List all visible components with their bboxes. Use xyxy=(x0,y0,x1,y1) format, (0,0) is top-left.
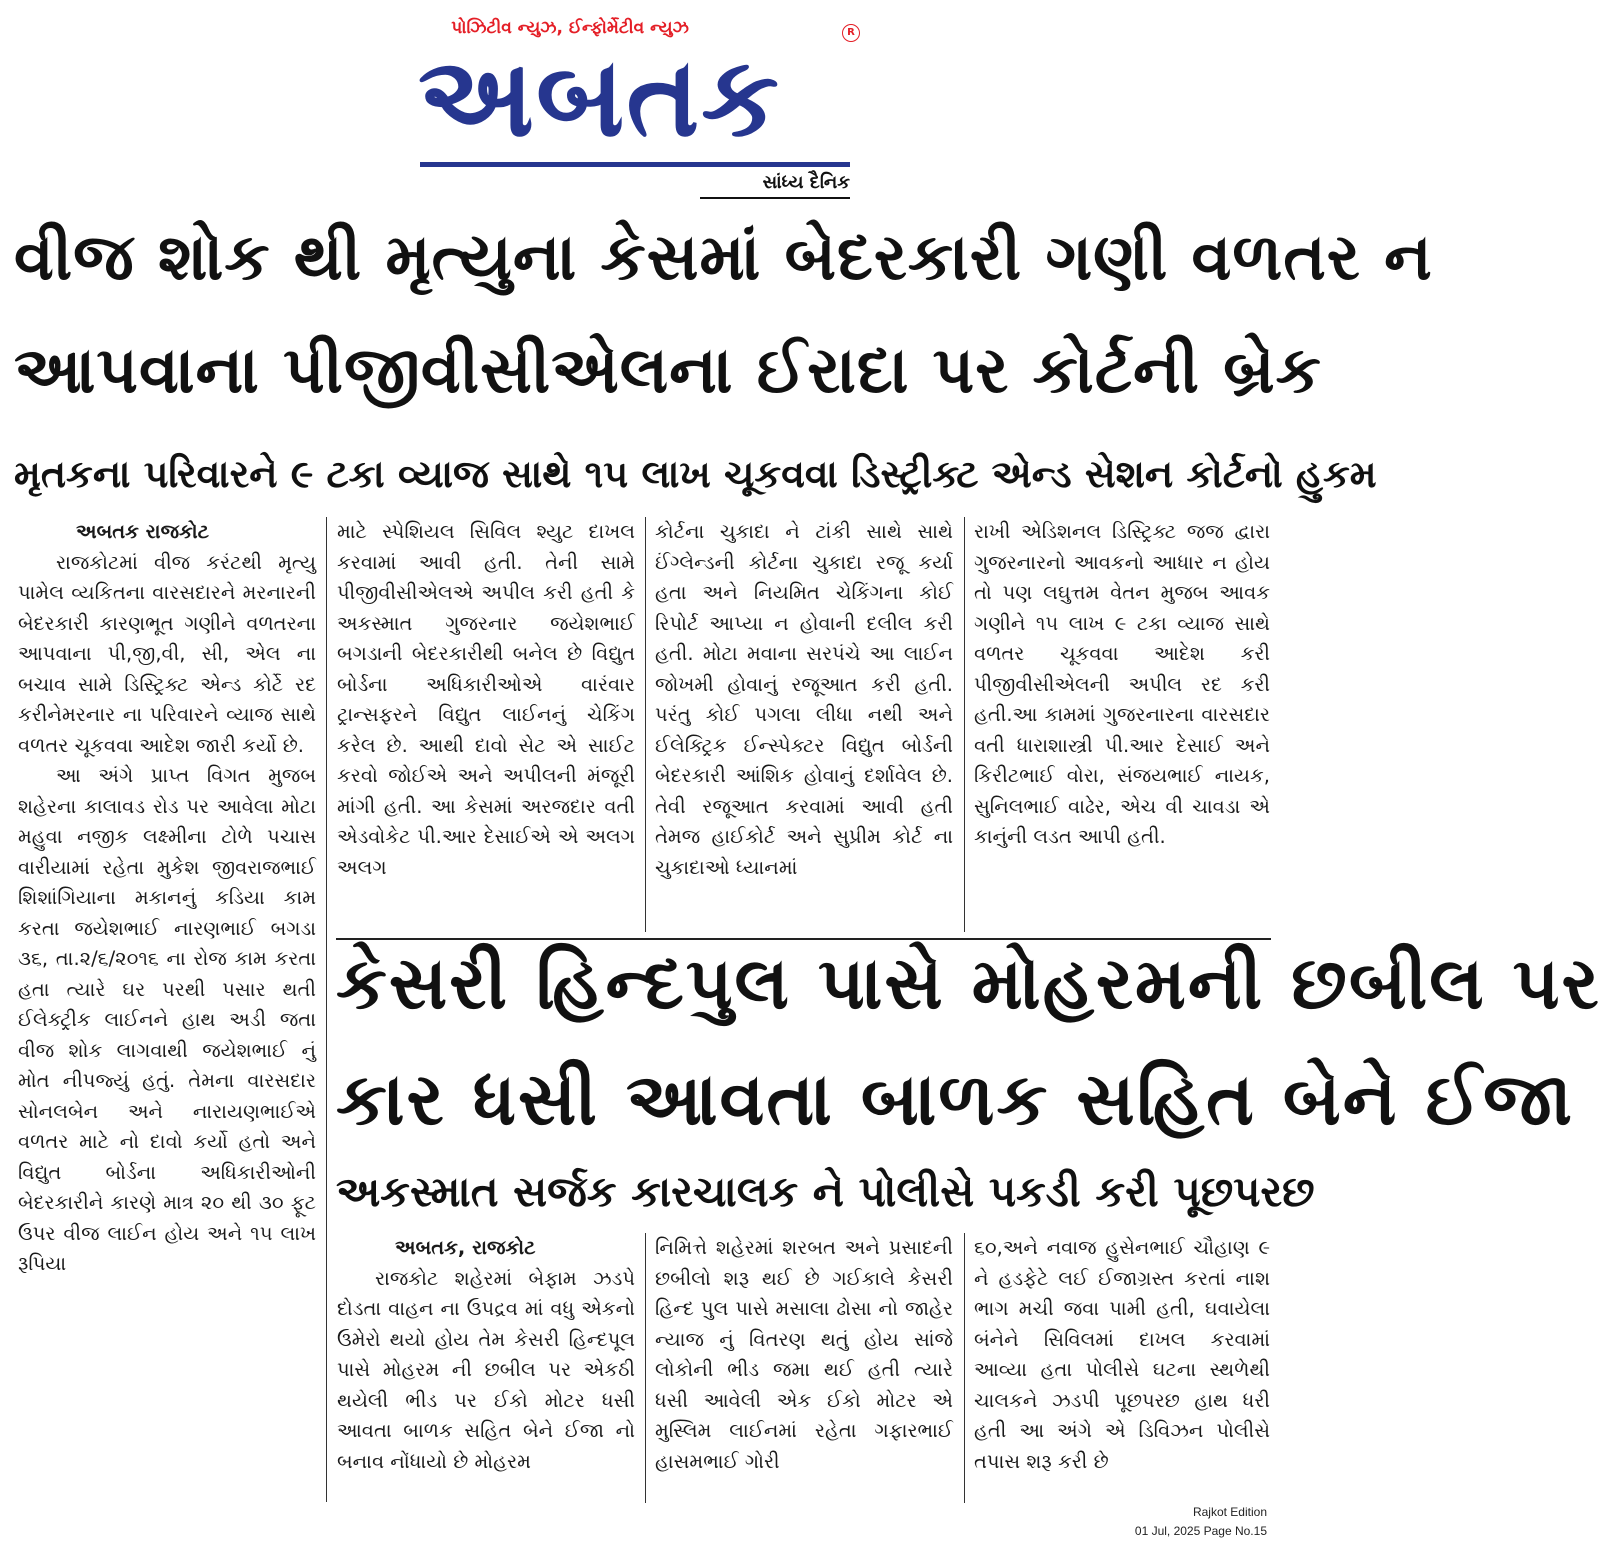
logo-underline xyxy=(420,162,850,167)
story-divider xyxy=(336,938,1271,940)
story1-column-4 xyxy=(974,517,1270,932)
story1-headline-line2: આપવાના પીજીવીસીએલના ઈરાદા પર કોર્ટની બ્રેક xyxy=(14,334,1322,408)
story1-paragraph: આ અંગે પ્રાપ્ત વિગત મુજબ શહેરના કાલાવડ રોડ પર આવેલા મોટા મહુવા નજીક લક્ષ્મીના ટોળે પચાસ વારીયામાં રહેતા મુકેશ જીવરાજભાઈ શિશાંગિયાના મકાનનું કડિયા કામ કરતા જયેશભાઈ નારણભાઈ બગડા ૩૬, તા.૨/૬/૨૦૧૬ ના રોજ કામ કરતા હતા ત્યારે ઘર પરથી પસાર થતી ઈલેક્ટ્રીક લાઈનને હાથ અડી જતા વીજ શોક લાગવાથી જયેશભાઈ નું મોત નીપજ્યું હતું. તેમના વારસદાર સોનલબેન અને નારાયણભાઈએ વળતર માટે નો દાવો કર્યો હતો અને વિદ્યુત બોર્ડના અધિકારીઓની બેદરકારીને કારણે માત્ર ૨૦ થી ૩૦ ફૂટ ઉપર વીજ લાઈન હોય અને ૧૫ લાખ રૂપિયા xyxy=(18,764,316,1275)
column-divider xyxy=(645,1233,646,1503)
registered-mark: R xyxy=(842,24,860,42)
story2-headline-line1: કેસરી હિન્દપુલ પાસે મોહરમની છબીલ પર xyxy=(336,941,1601,1025)
story1-headline-line1: વીજ શોક થી મૃત્યુના કેસમાં બેદરકારી ગણી વળતર ન xyxy=(14,221,1433,295)
story2-column-2 xyxy=(655,1233,953,1503)
masthead-tagline: પોઝિટીવ ન્યુઝ, ઈન્ફોર્મેટીવ ન્યુઝ xyxy=(451,18,689,38)
column-divider xyxy=(964,1233,965,1503)
edition-label: Rajkot Edition xyxy=(1192,1505,1267,1519)
story1-column-2 xyxy=(337,517,635,932)
story2-byline: અબતક, રાજકોટ xyxy=(395,1236,536,1259)
story2-subheadline: અકસ્માત સર્જક કારચાલક ને પોલીસે પકડી કરી પૂછપરછ xyxy=(336,1167,1315,1216)
newspaper-logo: અબતક xyxy=(418,33,781,161)
story2-headline-line2: કાર ધસી આવતા બાળક સહિત બેને ઈજા xyxy=(336,1057,1575,1141)
story1-column-3 xyxy=(655,517,953,932)
story2-paragraph: ૬૦,અને નવાજ હુસેનભાઈ ચૌહાણ ૯ ને હડફેટે લઈ ઈજાગ્રસ્ત કરતાં નાશ ભાગ મચી જવા પામી હતી, ઘવાયેલા બંનેને સિવિલમાં દાખલ કરવામાં આવ્યા હતા પોલીસે ઘટના સ્થળેથી ચાલકને ઝડપી પૂછપરછ હાથ ધરી હતી આ અંગે એ ડિવિઝન પોલીસે તપાસ શરૂ કરી છે xyxy=(974,1236,1270,1473)
page-footer xyxy=(1135,1503,1267,1541)
column-divider xyxy=(326,517,327,1502)
story1-byline: અબતક રાજકોટ xyxy=(76,520,210,543)
story1-paragraph: માટે સ્પેશિયલ સિવિલ શ્યુટ દાખલ કરવામાં આવી હતી. તેની સામે પીજીવીસીએલએ અપીલ કરી હતી કે અકસ્માત ગુજરનાર જયેશભાઈ બગડાની બેદરકારીથી બનેલ છે વિદ્યુત બોર્ડના અધિકારીઓએ વારંવાર ટ્રાન્સફરને વિદ્યુત લાઈનનું ચેકિંગ કરેલ છે. આથી દાવો સેટ એ સાઈટ કરવો જોઈએ અને અપીલની મંજૂરી માંગી હતી. આ કેસમાં અરજદાર વતી એડવોકેટ પી.આર દેસાઈએ એ અલગ અલગ xyxy=(337,520,635,879)
story2-paragraph: નિમિત્તે શહેરમાં શરબત અને પ્રસાદની છબીલો શરૂ થઈ છે ગઈકાલે કેસરી હિન્દ પુલ પાસે મસાલા ઢોસા નો જાહેર ન્યાજ નું વિતરણ થતું હોય સાંજે લોકોની ભીડ જમા થઈ હતી ત્યારે ધસી આવેલી એક ઈકો મોટર એ મુસ્લિમ લાઈનમાં રહેતા ગફારભાઈ હાસમભાઈ ગોરી xyxy=(655,1236,953,1473)
story1-paragraph: કોર્ટના ચુકાદા ને ટાંકી સાથે સાથે ઈંગ્લેન્ડની કોર્ટના ચુકાદા રજૂ કર્યા હતા અને નિયમિત ચેકિંગના કોઈ રિપોર્ટ આપ્યા ન હોવાની દલીલ કરી હતી. મોટા મવાના સરપંચે આ લાઈન જોખમી હોવાનું રજૂઆત કરી હતી. પરંતુ કોઈ પગલા લીધા નથી અને ઈલેક્ટ્રિક ઈન્સ્પેક્ટર વિદ્યુત બોર્ડની બેદરકારી આંશિક હોવાનું દર્શાવેલ છે. તેવી રજૂઆત કરવામાં આવી હતી તેમજ હાઈકોર્ટ અને સુપ્રીમ કોર્ટ ના ચુકાદાઓ ધ્યાનમાં xyxy=(655,520,953,879)
story1-subheadline: મૃતકના પરિવારને ૯ ટકા વ્યાજ સાથે ૧૫ લાખ ચૂકવવા ડિસ્ટ્રીક્ટ એન્ડ સેશન કોર્ટનો હુકમ xyxy=(14,452,1377,496)
story1-column-1 xyxy=(18,517,316,1502)
masthead-subtitle: સાંધ્ય દૈનિક xyxy=(762,172,850,193)
story2-column-1 xyxy=(337,1233,635,1503)
subtitle-underline xyxy=(700,197,850,199)
story2-paragraph: રાજકોટ શહેરમાં બેફામ ઝડપે દોડતા વાહન ના ઉપદ્રવ માં વધુ એકનો ઉમેરો થયો હોય તેમ કેસરી હિન્દપૂલ પાસે મોહરમ ની છબીલ પર એકઠી થયેલી ભીડ પર ઈકો મોટર ધસી આવતા બાળક સહિત બેને ઈજા નો બનાવ નોંધાયો છે મોહરમ xyxy=(337,1266,635,1473)
masthead xyxy=(0,0,1277,205)
date-page-label: 01 Jul, 2025 Page No.15 xyxy=(1134,1524,1267,1538)
story1-paragraph: રાખી એડિશનલ ડિસ્ટ્રિક્ટ જજ દ્વારા ગુજરનારનો આવકનો આધાર ન હોય તો પણ લઘુત્તમ વેતન મુજબ આવક ગણીને ૧૫ લાખ ૯ ટકા વ્યાજ સાથે વળતર ચૂકવવા આદેશ કરી પીજીવીસીએલની અપીલ રદ કરી હતી.આ કામમાં ગુજરનારના વારસદાર વતી ધારાશાસ્ત્રી પી.આર દેસાઈ અને કિરીટભાઈ વોરા, સંજયભાઈ નાયક, સુનિલભાઈ વાઢેર, એચ વી ચાવડા એ કાનુંની લડત આપી હતી. xyxy=(974,520,1270,848)
story1-paragraph: રાજકોટમાં વીજ કરંટથી મૃત્યુ પામેલ વ્યકિતના વારસદારને મરનારની બેદરકારી કારણભૂત ગણીને વળતરના આપવાના પી,જી,વી, સી, એલ ના બચાવ સામે ડિસ્ટ્રિક્ટ એન્ડ કોર્ટે રદ કરીનેમરનાર ના પરિવારને વ્યાજ સાથે વળતર ચૂકવવા આદેશ જારી કર્યો છે. xyxy=(18,550,316,757)
column-divider xyxy=(964,517,965,932)
story2-column-3 xyxy=(974,1233,1270,1503)
column-divider xyxy=(645,517,646,932)
